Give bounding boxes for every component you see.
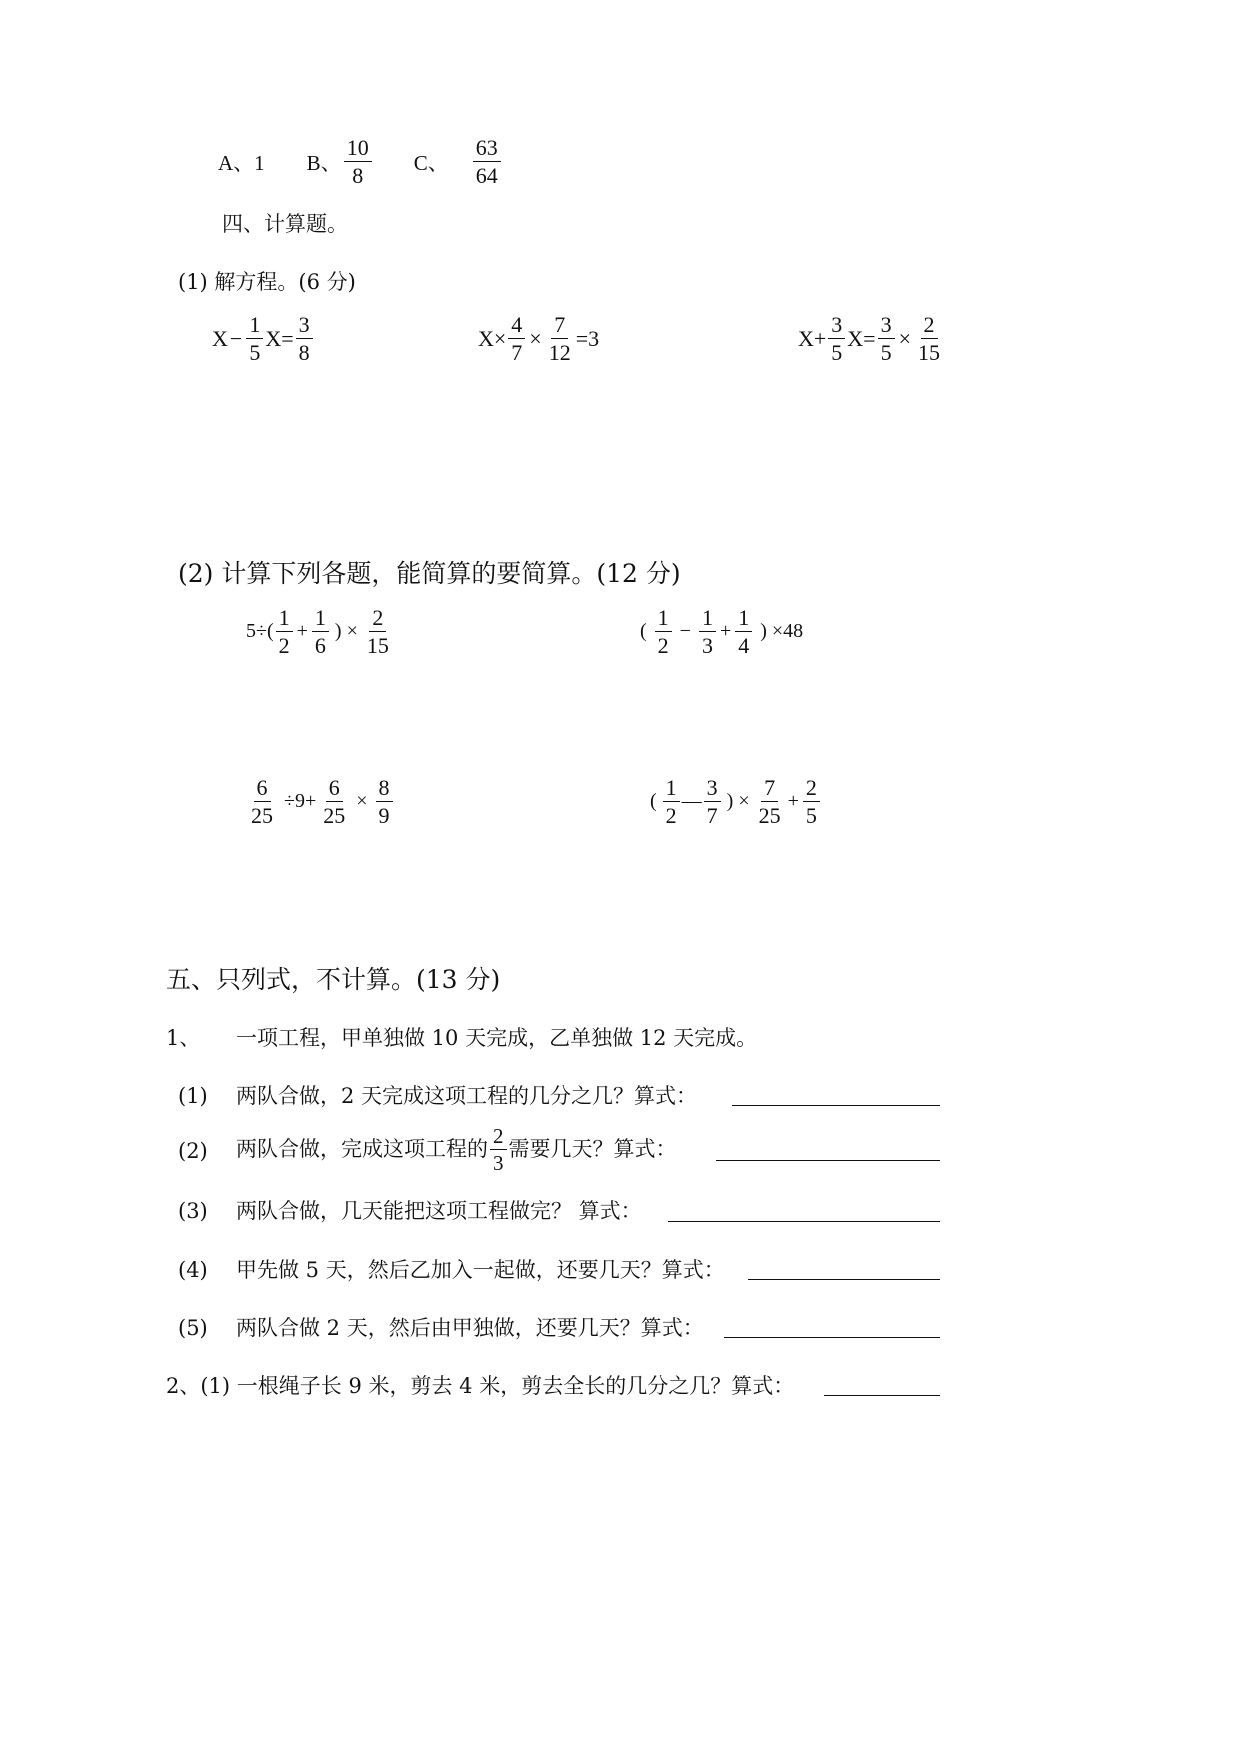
answer-blank-3[interactable]	[668, 1221, 940, 1222]
equation-3: X+ $\frac{3}{5}$ X= $\frac{3}{5}$ × $\frac{2}{15}$	[798, 312, 941, 366]
question-2-fraction: $\frac{2}{3}$	[490, 1125, 507, 1174]
part-2-title: (2) 计算下列各题，能简算的要简算。(12 分)	[178, 559, 681, 588]
equation-2: X× $\frac{4}{7}$ × $\frac{7}{12}$ =3	[478, 312, 600, 366]
question-2-text: 两队合做，完成这项工程的 $\frac{2}{3}$ 需要几天？算式：	[236, 1124, 677, 1176]
question-4-number: (4)	[178, 1258, 208, 1282]
question-2-number: (2)	[178, 1139, 208, 1163]
choice-c-label: C、	[413, 150, 449, 175]
answer-blank-4[interactable]	[748, 1279, 940, 1280]
question-5-text: 两队合做 2 天，然后由甲独做，还要几天？算式：	[236, 1316, 704, 1340]
answer-blank-5[interactable]	[724, 1337, 940, 1338]
question-5-number: (5)	[178, 1316, 208, 1340]
calc-3: $\frac{6}{25}$ ÷9+ $\frac{6}{25}$ × $\frac{8}{9}$	[246, 776, 395, 827]
choice-row	[218, 136, 503, 187]
equation-1: X − $\frac{1}{5}$ X= $\frac{3}{8}$	[212, 313, 315, 364]
calc-1: 5÷( $\frac{1}{2}$ + $\frac{1}{6}$ ) × $\frac{2}{15}$	[246, 605, 389, 659]
problem-2-text: 2、(1) 一根绳子长 9 米，剪去 4 米，剪去全长的几分之几？算式：	[166, 1374, 795, 1398]
choice-b-fraction: $\frac{10}{8}$	[344, 136, 372, 187]
question-1-number: (1)	[178, 1084, 208, 1108]
question-4-text: 甲先做 5 天，然后乙加入一起做，还要几天？算式：	[236, 1258, 725, 1282]
calc-2: ( $\frac{1}{2}$ − $\frac{1}{3}$ + $\frac{1}{4}$ ) ×48	[640, 605, 804, 659]
answer-blank-1[interactable]	[732, 1105, 940, 1106]
choice-a: A、1	[218, 150, 265, 175]
section-5-title: 五、只列式，不计算。(13 分)	[166, 965, 501, 994]
question-3-text: 两队合做，几天能把这项工程做完？ 算式：	[236, 1199, 642, 1223]
section-4-title: 四、计算题。	[222, 212, 348, 236]
answer-blank-2[interactable]	[716, 1160, 940, 1161]
question-3-number: (3)	[178, 1199, 208, 1223]
problem-1-number: 1、	[166, 1026, 201, 1050]
problem-1-text: 一项工程，甲单独做 10 天完成，乙单独做 12 天完成。	[236, 1026, 758, 1050]
calc-4: ( $\frac{1}{2}$ — $\frac{3}{7}$ ) × $\frac{7}{25}$ + $\frac{2}{5}$	[650, 776, 822, 827]
part-1-title: (1) 解方程。(6 分)	[178, 270, 356, 294]
choice-c-fraction: $\frac{63}{64}$	[473, 136, 501, 187]
answer-blank-6[interactable]	[824, 1395, 940, 1396]
choice-b-label: B、	[306, 150, 342, 175]
question-1-text: 两队合做，2 天完成这项工程的几分之几？算式：	[236, 1084, 698, 1108]
